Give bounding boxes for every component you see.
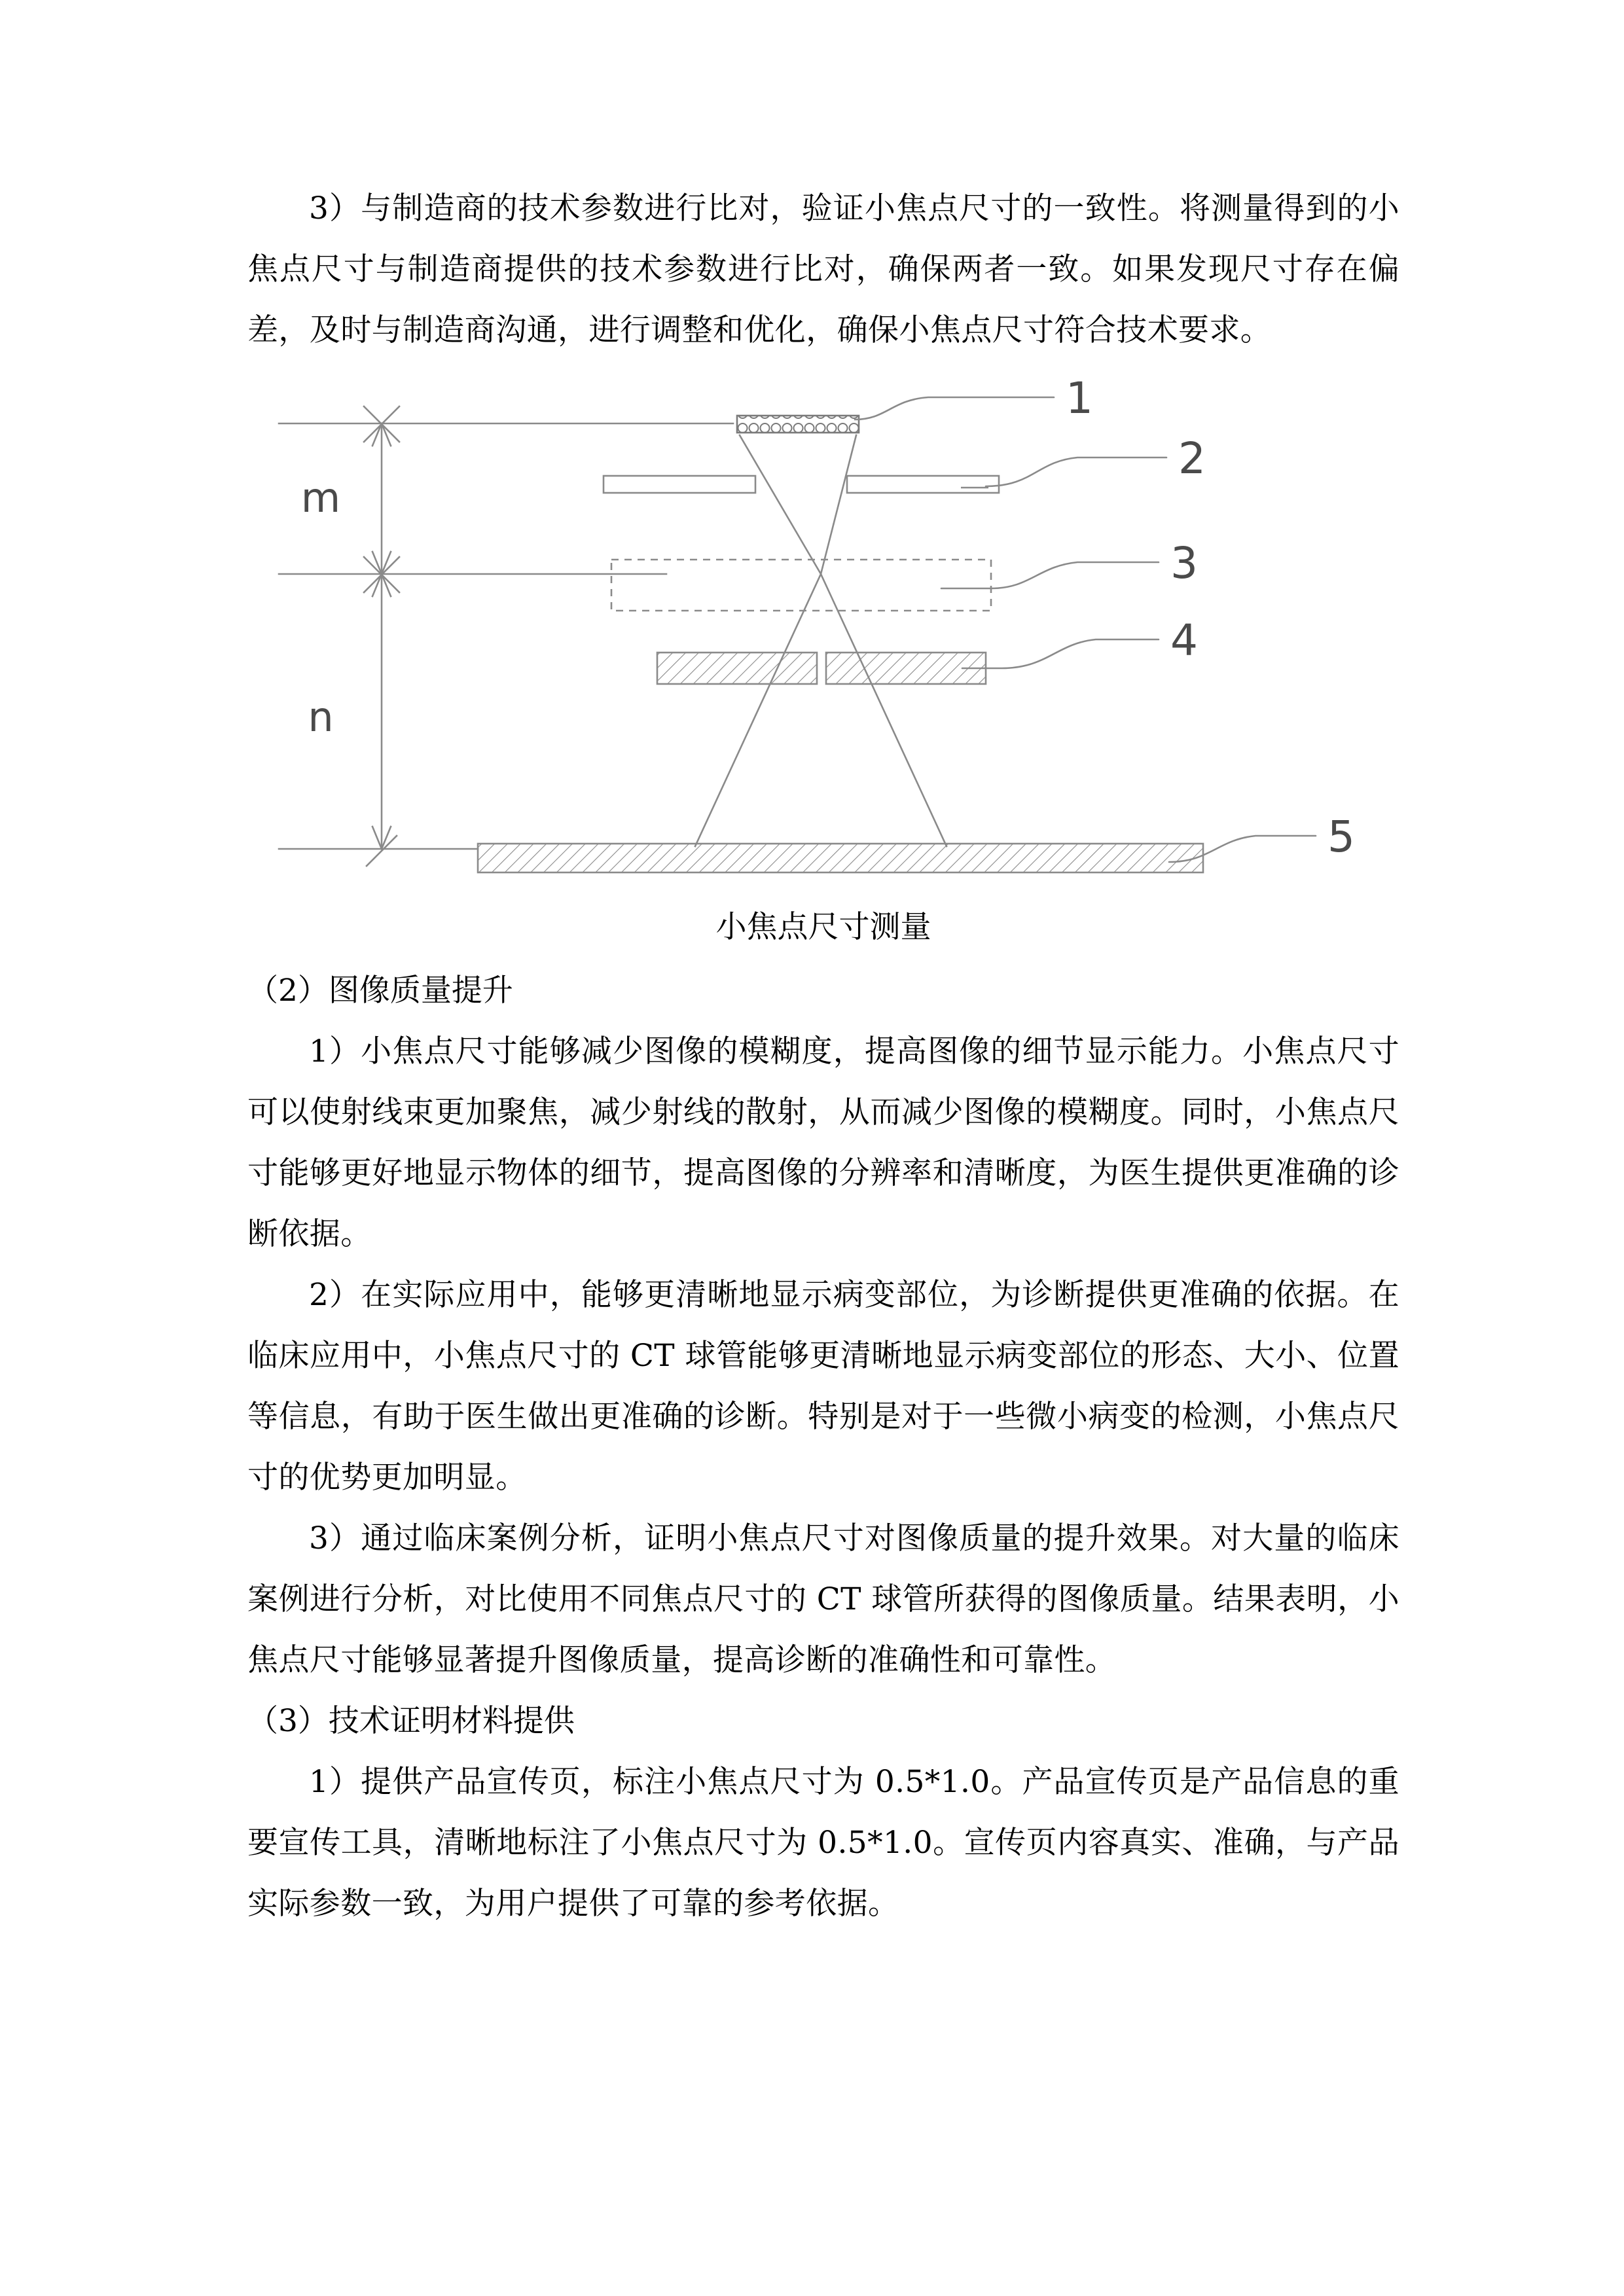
collimator-blade-left [604, 476, 755, 493]
paragraph-reduce-image-blur: 1）小焦点尺寸能够减少图像的模糊度，提高图像的细节显示能力。小焦点尺寸可以使射线束更加聚焦，减少射线的散射，从而减少图像的模糊度。同时，小焦点尺寸能够更好地显示物体的细节，提高图像的分辨率和清晰度，为医生提供更准确的诊断依据。 [247, 1033, 1399, 1252]
anode-target-body [737, 416, 859, 433]
dimension-label-m: m [300, 474, 341, 522]
text-column [247, 178, 1399, 1934]
leader-line-4 [962, 639, 1159, 668]
figure-focal-spot-measurement [247, 378, 1399, 951]
beam-edge-upper-left [740, 435, 821, 574]
focal-spot-schematic-svg [247, 378, 1399, 901]
paragraph-product-brochure: 1）提供产品宣传页，标注小焦点尺寸为 0.5*1.0。产品宣传页是产品信息的重要宣传工具，清晰地标注了小焦点尺寸为 0.5*1.0。宣传页内容真实、准确，与产品实际参数一致，为用户提供了可靠的参考依据。 [247, 1764, 1399, 1922]
leader-line-2 [986, 457, 1166, 486]
spacer [247, 951, 1399, 960]
figure-drawing-canvas [247, 378, 1399, 901]
paragraph-clinical-lesion-display: 2）在实际应用中，能够更清晰地显示病变部位，为诊断提供更准确的依据。在临床应用中，小焦点尺寸的 CT 球管能够更清晰地显示病变部位的形态、大小、位置等信息，有助于医生做出更准确的诊断。特别是对于一些微小病变的检测，小焦点尺寸的优势更加明显。 [247, 1277, 1399, 1496]
dashed-measurement-region [611, 560, 991, 611]
callout-label-5: 5 [1327, 812, 1355, 862]
beam-edge-upper-right [821, 435, 856, 574]
heading-technical-proof-materials: （3）技术证明材料提供 [247, 1703, 575, 1739]
collimator-blade-right [847, 476, 999, 493]
paragraph-clinical-case-analysis: 3）通过临床案例分析，证明小焦点尺寸对图像质量的提升效果。对大量的临床案例进行分析，对比使用不同焦点尺寸的 CT 球管所获得的图像质量。结果表明，小焦点尺寸能够显著提升图像质量，提高诊断的准确性和可靠性。 [247, 1520, 1399, 1678]
leader-line-1 [855, 397, 1054, 420]
callout-label-4: 4 [1170, 615, 1198, 666]
dimension-label-n: n [308, 693, 334, 741]
heading-image-quality-improvement: （2）图像质量提升 [247, 973, 513, 1009]
callout-label-1: 1 [1066, 378, 1093, 423]
pinhole-plate-left [657, 653, 817, 684]
figure-caption: 小焦点尺寸测量 [715, 909, 931, 945]
beam-edge-lower-right [821, 574, 947, 846]
leader-line-3 [941, 562, 1159, 588]
callout-label-2: 2 [1178, 433, 1206, 484]
beam-edge-lower-left [695, 574, 821, 846]
callout-label-3: 3 [1170, 538, 1198, 588]
paragraph-compare-manufacturer-specs: 3）与制造商的技术参数进行比对，验证小焦点尺寸的一致性。将测量得到的小焦点尺寸与制造商提供的技术参数进行比对，确保两者一致。如果发现尺寸存在偏差，及时与制造商沟通，进行调整和优化，确保小焦点尺寸符合技术要求。 [247, 190, 1399, 348]
detector-plate [478, 844, 1203, 872]
